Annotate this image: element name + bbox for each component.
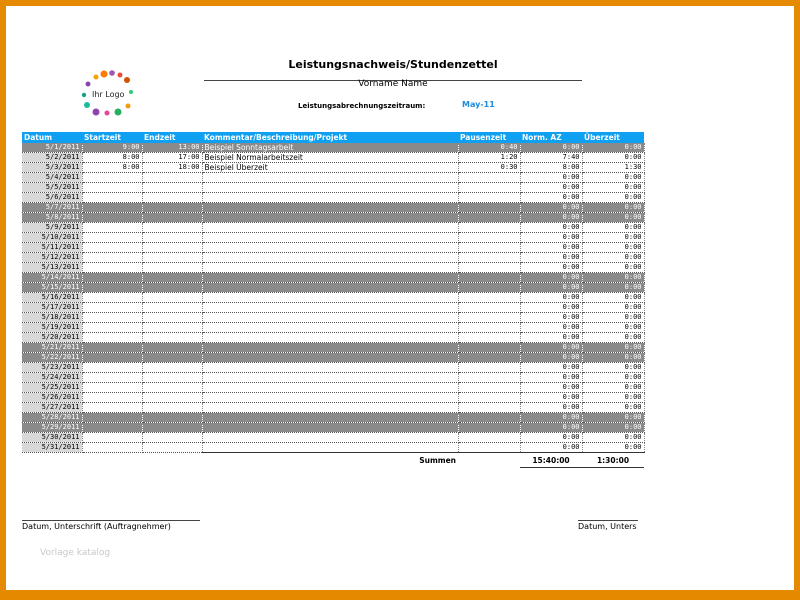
end-cell[interactable] — [142, 443, 202, 453]
over-cell[interactable]: 0:00 — [582, 253, 644, 263]
date-cell[interactable]: 5/28/2011 — [22, 413, 82, 423]
over-cell[interactable]: 0:00 — [582, 243, 644, 253]
over-cell[interactable]: 0:00 — [582, 413, 644, 423]
norm-cell[interactable]: 0:00 — [520, 293, 582, 303]
norm-cell[interactable]: 0:00 — [520, 353, 582, 363]
document-title: Leistungsnachweis/Stundenzettel — [288, 58, 498, 71]
table-row — [22, 223, 644, 233]
date-cell[interactable]: 5/15/2011 — [22, 283, 82, 293]
norm-cell[interactable]: 0:00 — [520, 193, 582, 203]
start-cell[interactable] — [82, 433, 142, 443]
table-row — [22, 243, 644, 253]
over-cell[interactable]: 0:00 — [582, 203, 644, 213]
pause-cell[interactable] — [458, 403, 520, 413]
end-cell[interactable] — [142, 263, 202, 273]
comment-cell[interactable] — [202, 243, 458, 253]
pause-cell[interactable] — [458, 293, 520, 303]
start-cell[interactable] — [82, 263, 142, 273]
start-cell[interactable] — [82, 303, 142, 313]
norm-cell[interactable]: 0:00 — [520, 363, 582, 373]
end-cell[interactable] — [142, 303, 202, 313]
table-row — [22, 163, 644, 173]
start-cell[interactable] — [82, 333, 142, 343]
date-cell[interactable]: 5/10/2011 — [22, 233, 82, 243]
employee-name[interactable]: Vorname Name — [358, 79, 428, 89]
comment-cell[interactable]: Beispiel Sonntagsarbeit — [202, 143, 458, 153]
over-cell[interactable]: 0:00 — [582, 443, 644, 453]
end-cell[interactable] — [142, 383, 202, 393]
column-header-norm: Norm. AZ — [520, 132, 582, 143]
summary-row — [22, 453, 644, 468]
over-cell[interactable]: 0:00 — [582, 153, 644, 163]
pause-cell[interactable] — [458, 203, 520, 213]
comment-cell[interactable] — [202, 183, 458, 193]
over-cell[interactable]: 0:00 — [582, 373, 644, 383]
norm-cell[interactable]: 0:00 — [520, 443, 582, 453]
norm-cell[interactable]: 0:00 — [520, 433, 582, 443]
over-cell[interactable]: 0:00 — [582, 143, 644, 153]
summary-over: 1:30:00 — [582, 453, 644, 468]
over-cell[interactable]: 0:00 — [582, 293, 644, 303]
norm-cell[interactable]: 0:00 — [520, 203, 582, 213]
date-cell[interactable]: 5/29/2011 — [22, 423, 82, 433]
end-cell[interactable] — [142, 243, 202, 253]
norm-cell[interactable]: 0:00 — [520, 233, 582, 243]
table-row — [22, 303, 644, 313]
norm-cell[interactable]: 0:00 — [520, 273, 582, 283]
pause-cell[interactable] — [458, 213, 520, 223]
date-cell[interactable]: 5/31/2011 — [22, 443, 82, 453]
norm-cell[interactable]: 0:00 — [520, 263, 582, 273]
over-cell[interactable]: 1:30 — [582, 163, 644, 173]
table-row — [22, 323, 644, 333]
end-cell[interactable] — [142, 253, 202, 263]
table-row — [22, 173, 644, 183]
pause-cell[interactable]: 0:40 — [458, 143, 520, 153]
end-cell[interactable] — [142, 403, 202, 413]
table-row — [22, 353, 644, 363]
norm-cell[interactable]: 8:00 — [520, 163, 582, 173]
comment-cell[interactable] — [202, 293, 458, 303]
date-cell[interactable]: 5/24/2011 — [22, 373, 82, 383]
start-cell[interactable] — [82, 393, 142, 403]
norm-cell[interactable]: 0:00 — [520, 303, 582, 313]
pause-cell[interactable] — [458, 233, 520, 243]
over-cell[interactable]: 0:00 — [582, 303, 644, 313]
date-cell[interactable]: 5/12/2011 — [22, 253, 82, 263]
comment-cell[interactable]: Beispiel Überzeit — [202, 163, 458, 173]
norm-cell[interactable]: 0:00 — [520, 213, 582, 223]
pause-cell[interactable] — [458, 343, 520, 353]
comment-cell[interactable] — [202, 203, 458, 213]
pause-cell[interactable] — [458, 433, 520, 443]
pause-cell[interactable] — [458, 303, 520, 313]
comment-cell[interactable] — [202, 333, 458, 343]
signature-contractor: Datum, Unterschrift (Auftragnehmer) — [22, 520, 200, 531]
date-cell[interactable]: 5/4/2011 — [22, 173, 82, 183]
start-cell[interactable] — [82, 213, 142, 223]
over-cell[interactable]: 0:00 — [582, 383, 644, 393]
end-cell[interactable] — [142, 353, 202, 363]
start-cell[interactable] — [82, 323, 142, 333]
start-cell[interactable] — [82, 383, 142, 393]
start-cell[interactable]: 8:00 — [82, 163, 142, 173]
timesheet-table — [22, 132, 645, 468]
pause-cell[interactable] — [458, 253, 520, 263]
start-cell[interactable] — [82, 293, 142, 303]
over-cell[interactable]: 0:00 — [582, 313, 644, 323]
date-cell[interactable]: 5/14/2011 — [22, 273, 82, 283]
start-cell[interactable] — [82, 253, 142, 263]
start-cell[interactable] — [82, 173, 142, 183]
over-cell[interactable]: 0:00 — [582, 233, 644, 243]
comment-cell[interactable] — [202, 383, 458, 393]
start-cell[interactable] — [82, 183, 142, 193]
over-cell[interactable]: 0:00 — [582, 283, 644, 293]
end-cell[interactable]: 17:00 — [142, 153, 202, 163]
signature-client: Datum, Unters — [578, 522, 637, 531]
start-cell[interactable] — [82, 283, 142, 293]
start-cell[interactable] — [82, 413, 142, 423]
comment-cell[interactable] — [202, 193, 458, 203]
over-cell[interactable]: 0:00 — [582, 213, 644, 223]
start-cell[interactable] — [82, 343, 142, 353]
comment-cell[interactable] — [202, 363, 458, 373]
table-row — [22, 263, 644, 273]
pause-cell[interactable]: 0:30 — [458, 163, 520, 173]
date-cell[interactable]: 5/13/2011 — [22, 263, 82, 273]
date-cell[interactable]: 5/18/2011 — [22, 313, 82, 323]
comment-cell[interactable] — [202, 373, 458, 383]
comment-cell[interactable]: Beispiel Normalarbeitszeit — [202, 153, 458, 163]
comment-cell[interactable] — [202, 423, 458, 433]
start-cell[interactable] — [82, 403, 142, 413]
table-row — [22, 283, 644, 293]
table-row — [22, 273, 644, 283]
start-cell[interactable] — [82, 223, 142, 233]
norm-cell[interactable]: 0:00 — [520, 343, 582, 353]
norm-cell[interactable]: 0:00 — [520, 373, 582, 383]
end-cell[interactable] — [142, 393, 202, 403]
table-row — [22, 153, 644, 163]
comment-cell[interactable] — [202, 283, 458, 293]
date-cell[interactable]: 5/20/2011 — [22, 333, 82, 343]
comment-cell[interactable] — [202, 213, 458, 223]
date-cell[interactable]: 5/2/2011 — [22, 153, 82, 163]
table-row — [22, 373, 644, 383]
pause-cell[interactable] — [458, 333, 520, 343]
end-cell[interactable] — [142, 173, 202, 183]
norm-cell[interactable]: 0:00 — [520, 253, 582, 263]
date-cell[interactable]: 5/3/2011 — [22, 163, 82, 173]
over-cell[interactable]: 0:00 — [582, 273, 644, 283]
date-cell[interactable]: 5/25/2011 — [22, 383, 82, 393]
date-cell[interactable]: 5/1/2011 — [22, 143, 82, 153]
date-cell[interactable]: 5/30/2011 — [22, 433, 82, 443]
over-cell[interactable]: 0:00 — [582, 173, 644, 183]
norm-cell[interactable]: 0:00 — [520, 423, 582, 433]
date-cell[interactable]: 5/7/2011 — [22, 203, 82, 213]
pause-cell[interactable] — [458, 353, 520, 363]
over-cell[interactable]: 0:00 — [582, 353, 644, 363]
pause-cell[interactable] — [458, 273, 520, 283]
period-label: Leistungsabrechnungszeitraum: — [298, 102, 426, 110]
table-row — [22, 423, 644, 433]
table-row — [22, 313, 644, 323]
table-row — [22, 193, 644, 203]
column-header-over: Überzeit — [582, 132, 644, 143]
comment-cell[interactable] — [202, 413, 458, 423]
date-cell[interactable]: 5/17/2011 — [22, 303, 82, 313]
comment-cell[interactable] — [202, 273, 458, 283]
over-cell[interactable]: 0:00 — [582, 363, 644, 373]
summary-norm: 15:40:00 — [520, 453, 582, 468]
comment-cell[interactable] — [202, 323, 458, 333]
start-cell[interactable] — [82, 243, 142, 253]
table-row — [22, 183, 644, 193]
end-cell[interactable] — [142, 413, 202, 423]
end-cell[interactable]: 13:00 — [142, 143, 202, 153]
comment-cell[interactable] — [202, 403, 458, 413]
logo-text: Ihr Logo — [92, 90, 125, 99]
over-cell[interactable]: 0:00 — [582, 263, 644, 273]
table-row — [22, 413, 644, 423]
start-cell[interactable] — [82, 443, 142, 453]
over-cell[interactable]: 0:00 — [582, 423, 644, 433]
table-row — [22, 253, 644, 263]
pause-cell[interactable] — [458, 223, 520, 233]
column-header-pause: Pausenzeit — [458, 132, 520, 143]
norm-cell[interactable]: 0:00 — [520, 313, 582, 323]
norm-cell[interactable]: 0:00 — [520, 333, 582, 343]
end-cell[interactable] — [142, 193, 202, 203]
table-row — [22, 293, 644, 303]
comment-cell[interactable] — [202, 303, 458, 313]
end-cell[interactable] — [142, 373, 202, 383]
table-row — [22, 363, 644, 373]
table-row — [22, 333, 644, 343]
norm-cell[interactable]: 0:00 — [520, 223, 582, 233]
start-cell[interactable] — [82, 273, 142, 283]
comment-cell[interactable] — [202, 313, 458, 323]
spreadsheet-page — [6, 6, 794, 590]
comment-cell[interactable] — [202, 253, 458, 263]
column-header-end: Endzeit — [142, 132, 202, 143]
norm-cell[interactable]: 0:00 — [520, 393, 582, 403]
comment-cell[interactable] — [202, 353, 458, 363]
date-cell[interactable]: 5/16/2011 — [22, 293, 82, 303]
table-row — [22, 343, 644, 353]
norm-cell[interactable]: 0:00 — [520, 183, 582, 193]
end-cell[interactable] — [142, 293, 202, 303]
norm-cell[interactable]: 0:00 — [520, 283, 582, 293]
comment-cell[interactable] — [202, 393, 458, 403]
start-cell[interactable] — [82, 233, 142, 243]
date-cell[interactable]: 5/23/2011 — [22, 363, 82, 373]
pause-cell[interactable] — [458, 323, 520, 333]
norm-cell[interactable]: 0:00 — [520, 173, 582, 183]
table-row — [22, 203, 644, 213]
pause-cell[interactable] — [458, 383, 520, 393]
start-cell[interactable] — [82, 353, 142, 363]
pause-cell[interactable] — [458, 193, 520, 203]
pause-cell[interactable]: 1:20 — [458, 153, 520, 163]
start-cell[interactable] — [82, 423, 142, 433]
end-cell[interactable] — [142, 333, 202, 343]
pause-cell[interactable] — [458, 243, 520, 253]
column-header-comment: Kommentar/Beschreibung/Projekt — [202, 132, 458, 143]
comment-cell[interactable] — [202, 173, 458, 183]
norm-cell[interactable]: 7:40 — [520, 153, 582, 163]
pause-cell[interactable] — [458, 413, 520, 423]
table-row — [22, 393, 644, 403]
pause-cell[interactable] — [458, 263, 520, 273]
end-cell[interactable] — [142, 423, 202, 433]
end-cell[interactable] — [142, 343, 202, 353]
date-cell[interactable]: 5/27/2011 — [22, 403, 82, 413]
over-cell[interactable]: 0:00 — [582, 193, 644, 203]
pause-cell[interactable] — [458, 423, 520, 433]
end-cell[interactable] — [142, 433, 202, 443]
table-row — [22, 403, 644, 413]
date-cell[interactable]: 5/21/2011 — [22, 343, 82, 353]
table-row — [22, 433, 644, 443]
over-cell[interactable]: 0:00 — [582, 343, 644, 353]
table-row — [22, 213, 644, 223]
norm-cell[interactable]: 0:00 — [520, 143, 582, 153]
end-cell[interactable] — [142, 223, 202, 233]
start-cell[interactable] — [82, 313, 142, 323]
norm-cell[interactable]: 0:00 — [520, 383, 582, 393]
end-cell[interactable] — [142, 213, 202, 223]
norm-cell[interactable]: 0:00 — [520, 323, 582, 333]
pause-cell[interactable] — [458, 313, 520, 323]
table-row — [22, 233, 644, 243]
period-value[interactable]: May-11 — [462, 100, 495, 109]
norm-cell[interactable]: 0:00 — [520, 243, 582, 253]
table-row — [22, 443, 644, 453]
watermark: Vorlage katalog — [40, 548, 111, 558]
end-cell[interactable] — [142, 313, 202, 323]
start-cell[interactable] — [82, 203, 142, 213]
comment-cell[interactable] — [202, 263, 458, 273]
over-cell[interactable]: 0:00 — [582, 183, 644, 193]
comment-cell[interactable] — [202, 433, 458, 443]
end-cell[interactable] — [142, 273, 202, 283]
date-cell[interactable]: 5/11/2011 — [22, 243, 82, 253]
date-cell[interactable]: 5/6/2011 — [22, 193, 82, 203]
over-cell[interactable]: 0:00 — [582, 403, 644, 413]
table-header-row — [22, 132, 644, 143]
pause-cell[interactable] — [458, 183, 520, 193]
pause-cell[interactable] — [458, 283, 520, 293]
pause-cell[interactable] — [458, 443, 520, 453]
end-cell[interactable] — [142, 283, 202, 293]
end-cell[interactable] — [142, 323, 202, 333]
date-cell[interactable]: 5/22/2011 — [22, 353, 82, 363]
date-cell[interactable]: 5/8/2011 — [22, 213, 82, 223]
column-header-start: Startzeit — [82, 132, 142, 143]
end-cell[interactable]: 18:00 — [142, 163, 202, 173]
end-cell[interactable] — [142, 183, 202, 193]
over-cell[interactable]: 0:00 — [582, 323, 644, 333]
start-cell[interactable] — [82, 193, 142, 203]
end-cell[interactable] — [142, 363, 202, 373]
pause-cell[interactable] — [458, 393, 520, 403]
end-cell[interactable] — [142, 203, 202, 213]
column-header-date: Datum — [22, 132, 82, 143]
date-cell[interactable]: 5/9/2011 — [22, 223, 82, 233]
end-cell[interactable] — [142, 233, 202, 243]
over-cell[interactable]: 0:00 — [582, 333, 644, 343]
over-cell[interactable]: 0:00 — [582, 393, 644, 403]
pause-cell[interactable] — [458, 173, 520, 183]
start-cell[interactable] — [82, 363, 142, 373]
norm-cell[interactable]: 0:00 — [520, 403, 582, 413]
table-row — [22, 143, 644, 153]
comment-cell[interactable] — [202, 233, 458, 243]
norm-cell[interactable]: 0:00 — [520, 413, 582, 423]
over-cell[interactable]: 0:00 — [582, 223, 644, 233]
table-row — [22, 383, 644, 393]
comment-cell[interactable] — [202, 223, 458, 233]
date-cell[interactable]: 5/19/2011 — [22, 323, 82, 333]
pause-cell[interactable] — [458, 363, 520, 373]
comment-cell[interactable] — [202, 443, 458, 453]
start-cell[interactable]: 8:00 — [82, 153, 142, 163]
start-cell[interactable] — [82, 373, 142, 383]
over-cell[interactable]: 0:00 — [582, 433, 644, 443]
date-cell[interactable]: 5/26/2011 — [22, 393, 82, 403]
comment-cell[interactable] — [202, 343, 458, 353]
summary-label: Summen — [202, 453, 458, 468]
pause-cell[interactable] — [458, 373, 520, 383]
start-cell[interactable]: 9:00 — [82, 143, 142, 153]
date-cell[interactable]: 5/5/2011 — [22, 183, 82, 193]
